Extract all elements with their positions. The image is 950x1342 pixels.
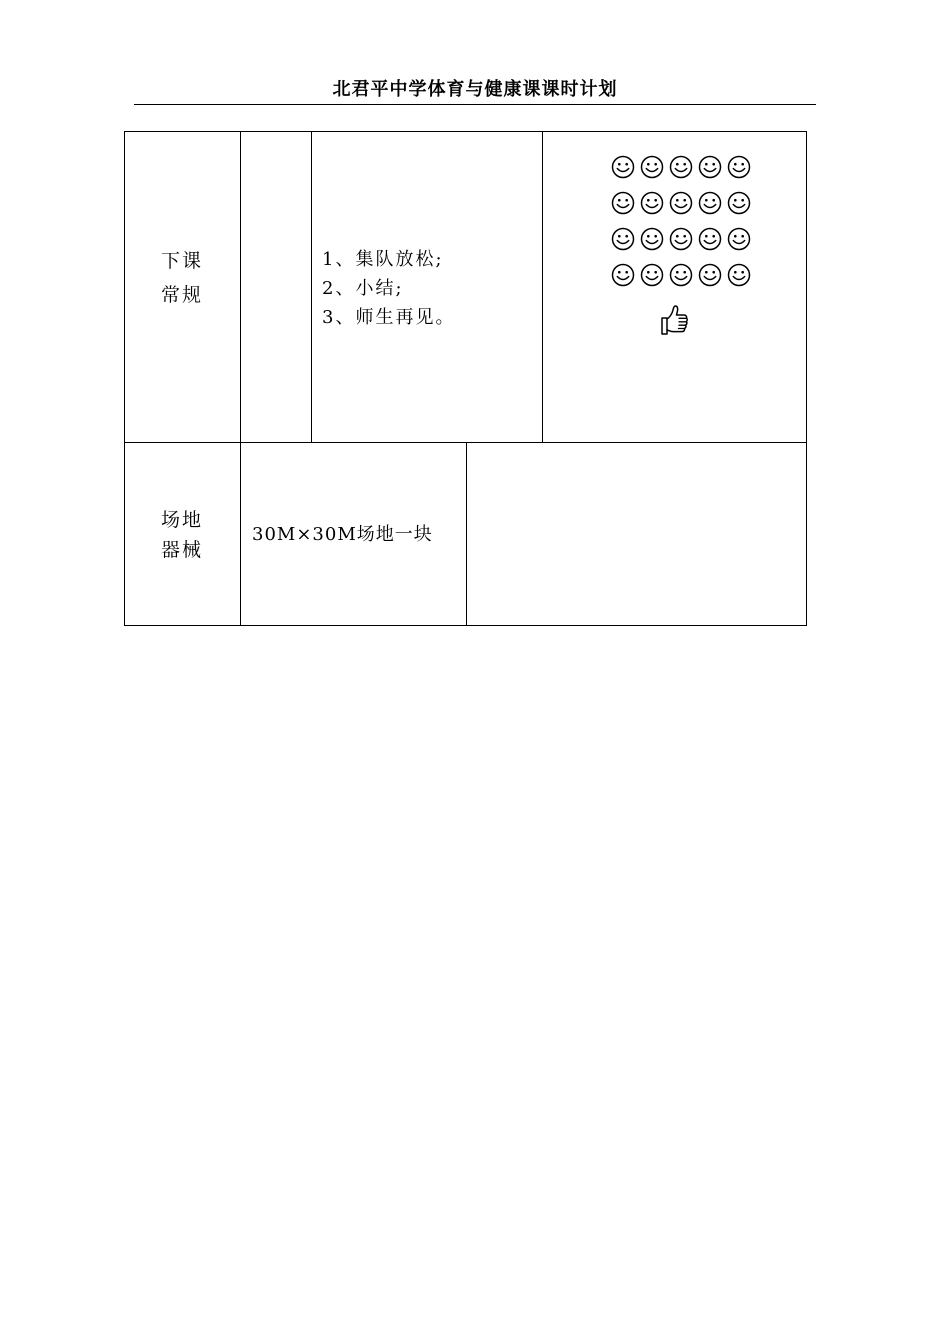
smiley-face-icon	[726, 154, 755, 183]
smiley-face-icon	[610, 226, 639, 255]
venue-label	[124, 505, 240, 565]
smiley-face-icon	[726, 226, 755, 255]
smiley-face-icon	[697, 190, 726, 219]
smiley-face-icon	[639, 262, 668, 291]
smiley-face-icon	[668, 226, 697, 255]
equipment-column-divider	[466, 442, 467, 626]
step-item: 2、小结;	[322, 278, 404, 299]
smiley-face-icon	[697, 262, 726, 291]
formation-diagram	[610, 154, 755, 298]
smiley-face-icon	[697, 226, 726, 255]
organization-column-divider	[542, 131, 543, 443]
smiley-face-icon	[726, 262, 755, 291]
page-title: 北君平中学体育与健康课课时计划	[332, 79, 618, 100]
time-column-divider	[311, 131, 312, 443]
dismissal-label-line2: 常规	[160, 284, 203, 306]
dismissal-label	[124, 244, 240, 312]
table-border-right	[806, 131, 807, 626]
formation-row	[610, 262, 755, 298]
page-header	[134, 78, 816, 105]
smiley-face-icon	[726, 190, 755, 219]
table-border-top	[124, 131, 807, 132]
smiley-face-icon	[668, 262, 697, 291]
thumbs-up-icon	[658, 303, 690, 337]
smiley-face-icon	[639, 226, 668, 255]
venue-label-line1: 场地	[160, 509, 203, 531]
formation-row	[610, 190, 755, 226]
step-item: 3、师生再见。	[322, 307, 456, 328]
smiley-face-icon	[668, 190, 697, 219]
smiley-face-icon	[639, 154, 668, 183]
smiley-face-icon	[639, 190, 668, 219]
label-column-divider	[240, 131, 241, 626]
smiley-face-icon	[610, 154, 639, 183]
step-item: 1、集队放松;	[322, 249, 444, 270]
dismissal-label-line1: 下课	[160, 250, 203, 272]
dismissal-steps	[322, 245, 455, 332]
smiley-face-icon	[610, 190, 639, 219]
equipment-text: 30M×30M场地一块	[252, 524, 433, 545]
smiley-face-icon	[668, 154, 697, 183]
formation-row	[610, 154, 755, 190]
venue-label-line2: 器械	[160, 539, 203, 561]
smiley-face-icon	[610, 262, 639, 291]
formation-row	[610, 226, 755, 262]
smiley-face-icon	[697, 154, 726, 183]
